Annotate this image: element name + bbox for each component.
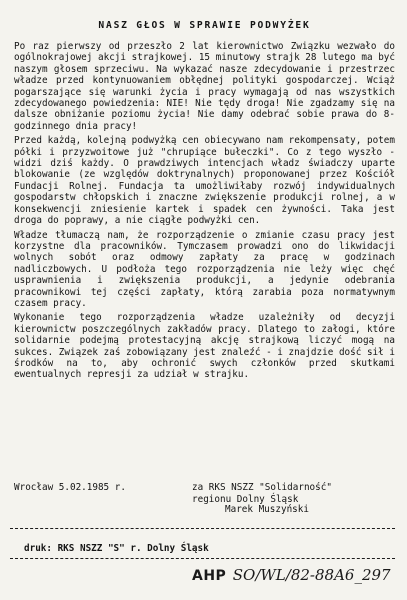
signatory-line-2: regionu Dolny Śląsk [192, 494, 299, 505]
document-title: NASZ GŁOS W SPRAWIE PODWYŻEK [98, 20, 311, 31]
paragraph-4: Wykonanie tego rozporządzenia władze uzależniły od decyzji kierownictw poszczególnych zakładów pracy. Dlatego to załogi, które solidarnie podejmą protestacyjną akcję strajkową liczyć mogą na sukces. Związek zaś zobowiązany jest znaleźć - i znajdzie dość sił i środków na to, aby ochronić swych członków przed skutkami ewentualnych represji za udział w strajku. [14, 312, 395, 381]
print-info: druk: RKS NSZZ "S" r. Dolny Śląsk [24, 543, 209, 554]
archive-signature: SO/WL/82-88A6_297 [232, 566, 391, 584]
signatory [192, 482, 332, 506]
archive-reference [192, 566, 391, 584]
divider-top [10, 528, 395, 529]
paragraph-1: Po raz pierwszy od przeszło 2 lat kierownictwo Związku wezwało do ogólnokrajowej akcji strajkowej. 15 minutowy strajk 28 lutego ma być naszym głosem sprzeciwu. Na wykazać nasze zdecydowanie i przestrzec władze przed kontynuowaniem obłędnej polityki gospodarczej. Wciąż pogarszające się warunki życia i pracy wymagają od nas wszystkich zdecydowanego powiedzenia: NIE! Nie tędy droga! Nie zgadzamy się na dalsze obniżanie poziomu życia! Nie damy odebrać sobie prawa do 8-godzinnego dnia pracy! [14, 41, 395, 132]
place-date: Wrocław 5.02.1985 r. [14, 482, 126, 493]
document-body [14, 41, 395, 381]
author-name: Marek Muszyński [225, 504, 309, 515]
archive-stamp: AHP [192, 568, 227, 584]
paragraph-3: Władze tłumaczą nam, że rozporządzenie o zmianie czasu pracy jest korzystne dla pracowników. Tymczasem prowadzi ono do likwidacji wolnych sobót oraz odmowy zapłaty za pracę w godzinach nadliczbowych. U podłoża tego rozporządzenia nie leży więc chęć usprawnienia i zwiększenia produkcji, a jedynie odebrania pracownikowi tej części zapłaty, którą zarabia poza normatywnym czasem pracy. [14, 229, 395, 309]
signatory-line-1: za RKS NSZZ "Solidarność" [192, 482, 332, 493]
divider-bottom [10, 558, 395, 559]
paragraph-2: Przed każdą, kolejną podwyżką cen obiecywano nam rekompensaty, potem półki i przyzwoitowe już "chrupiące bułeczki". Co z tego wyszło - widzi dziś każdy. O prawdziwych intencjach władz świadczy uparte blokowanie (ze względów doktrynalnych) proponowanej przez Kościół Fundacji Rolnej. Fundacja ta umożliwiłaby rozwój indywidualnych gospodarstw chłopskich i znaczne zwiększenie produkcji rolnej, a w konsekwencji zniesienie kartek i spadek cen żywności. Taka jest droga do poprawy, a nie ciągłe podwyżki cen. [14, 135, 395, 227]
